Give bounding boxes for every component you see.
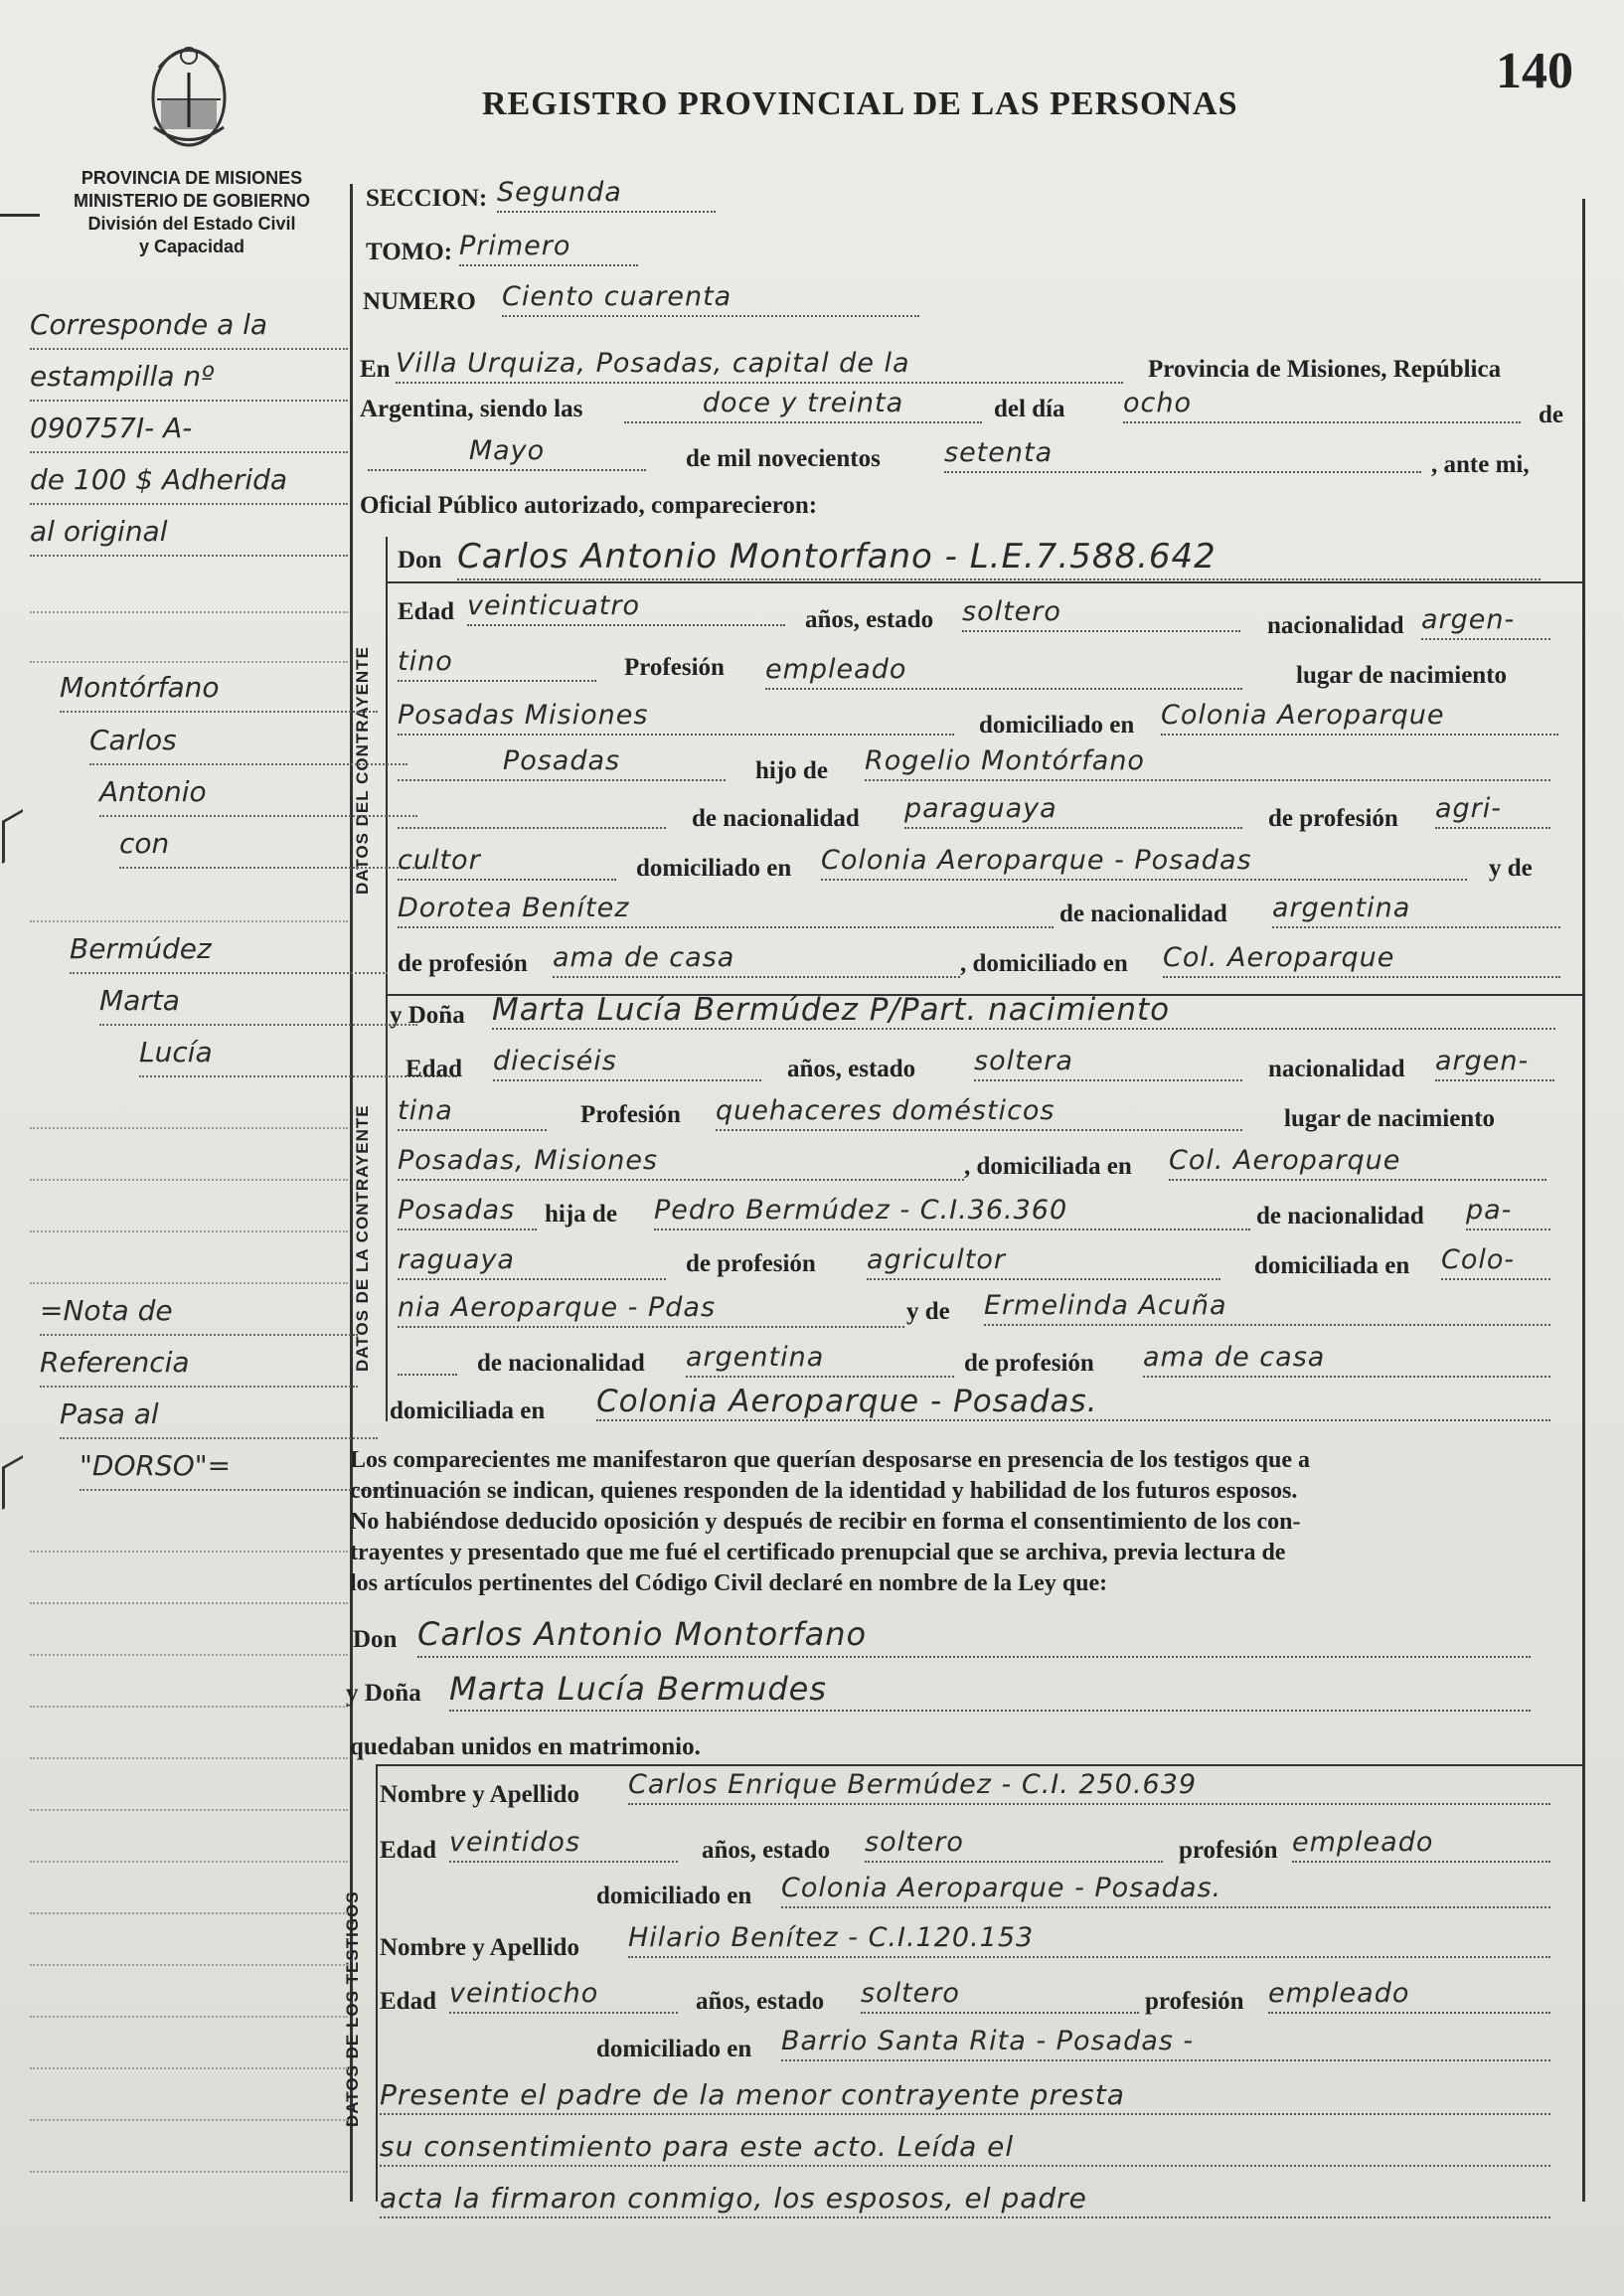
- madre-nac-value-2: argentina: [686, 1344, 954, 1378]
- margin-note: Referencia: [40, 1346, 358, 1388]
- argentina-text: Argentina, siendo las: [360, 396, 583, 422]
- madre-prof-label-2: de profesión: [964, 1350, 1094, 1377]
- section-label-contrayente: DATOS DEL CONTRAYENTE: [353, 646, 372, 895]
- y-de-label: y de: [1489, 855, 1533, 882]
- don-label: Don: [398, 547, 442, 574]
- madre-dom-label: , domiciliado en: [960, 950, 1128, 977]
- testigo-1-estado: soltero: [865, 1829, 1163, 1863]
- domicilio-value: Colonia Aeroparque: [1161, 702, 1558, 736]
- profesion-value-2: quehaceres domésticos: [716, 1097, 1242, 1131]
- hijo-label: hijo de: [755, 757, 828, 784]
- testigos-note-line-1: Presente el padre de la menor contrayente presta: [380, 2081, 1550, 2115]
- hora-value: doce y treinta: [624, 390, 982, 423]
- testigo-1-dom-label: domiciliado en: [596, 1883, 752, 1909]
- margin-note: "DORSO"=: [80, 1449, 398, 1491]
- numero-label: NUMERO: [363, 288, 476, 315]
- testigo-2-prof-label: profesión: [1145, 1988, 1244, 2015]
- margin-note: [30, 2131, 348, 2173]
- declaration-line-2: continuación se indican, quienes responden de la identidad y habilidad de los futuros esposos.: [350, 1478, 1298, 1504]
- testigo-1-prof-label: profesión: [1179, 1837, 1278, 1864]
- declaration-line-4: trayentes y presentado que me fué el certificado prenupcial que se archiva, previa lectura de: [350, 1540, 1286, 1565]
- padre-prof-value-cont: cultor: [398, 847, 616, 881]
- provincia-text: Provincia de Misiones, República: [1148, 356, 1502, 383]
- lugar-nac-value-2: Posadas, Misiones: [398, 1147, 964, 1181]
- margin-note: [30, 621, 348, 663]
- testigo-1-prof: empleado: [1292, 1829, 1550, 1863]
- margin-note: Marta: [99, 984, 417, 1026]
- madre-dom-value: Col. Aeroparque: [1163, 944, 1560, 978]
- divider-1: [386, 581, 1582, 583]
- margin-note: [30, 1718, 348, 1759]
- nacionalidad-value-cont: tino: [398, 648, 596, 682]
- padre-prof-label: de profesión: [1268, 805, 1398, 832]
- anio-value: setenta: [944, 439, 1421, 473]
- matrimonio-text: quedaban unidos en matrimonio.: [350, 1733, 701, 1760]
- edad-label: Edad: [398, 598, 454, 625]
- del-dia-text: del día: [994, 396, 1065, 422]
- section-label-testigos: DATOS DE LOS TESTIGOS: [343, 1890, 362, 2127]
- declaration-dona-label: y Doña: [346, 1680, 421, 1707]
- margin-note: Bermúdez: [70, 932, 388, 974]
- divider-3: [376, 1764, 1582, 1766]
- testigo-1-nombre-label: Nombre y Apellido: [380, 1781, 579, 1808]
- domiciliado-label: domiciliado en: [979, 712, 1135, 738]
- margin-bracket-mark: [2, 1455, 23, 1510]
- margin-note: Corresponde a la: [30, 308, 348, 350]
- y-de-label-2: y de: [906, 1298, 950, 1325]
- ante-mi-text: , ante mi,: [1431, 451, 1530, 478]
- margin-note: [30, 1769, 348, 1811]
- seccion-label: SECCION:: [366, 185, 488, 212]
- declaration-line-3: No habiéndose deducido oposición y después de recibir en forma el consentimiento de los con-: [350, 1509, 1301, 1535]
- seccion-value: Segunda: [497, 179, 716, 213]
- testigo-2-dom: Barrio Santa Rita - Posadas -: [781, 2028, 1550, 2061]
- margin-note: [30, 1191, 348, 1232]
- madre-prof-value: ama de casa: [553, 944, 960, 978]
- profesion-label-2: Profesión: [580, 1101, 681, 1128]
- margin-note: [30, 1139, 348, 1181]
- tomo-value: Primero: [459, 233, 638, 266]
- testigo-2-estado: soltero: [861, 1980, 1139, 2014]
- dona-label: y Doña: [390, 1002, 465, 1029]
- nacionalidad-label-2: nacionalidad: [1268, 1056, 1405, 1082]
- margin-note: [30, 1976, 348, 2018]
- madre-dom-label-2: domiciliada en: [390, 1397, 546, 1424]
- padre-prof-value: agri-: [1435, 795, 1550, 829]
- estado-value-2: soltera: [974, 1048, 1242, 1081]
- margin-bracket-mark: [2, 809, 23, 864]
- margin-note: Antonio: [99, 775, 417, 817]
- edad-value-2: dieciséis: [493, 1048, 761, 1081]
- padre-nac-label-2: de nacionalidad: [1256, 1203, 1424, 1230]
- margin-note: [30, 1666, 348, 1708]
- domiciliada-label: , domiciliada en: [964, 1153, 1132, 1180]
- edad-value: veinticuatro: [467, 592, 785, 626]
- edad-label-2: Edad: [406, 1056, 462, 1082]
- declaration-don: Carlos Antonio Montorfano: [417, 1614, 1531, 1658]
- testigos-note-line-3: acta la firmaron conmigo, los esposos, el padre: [380, 2185, 1550, 2218]
- domicilio-value-2-cont: Posadas: [398, 1197, 537, 1230]
- madre-nac-label: de nacionalidad: [1059, 901, 1227, 927]
- contrayente-2-name: Marta Lucía Bermúdez P/Part. nacimiento: [492, 996, 1555, 1030]
- section-label-contrayente-2: DATOS DE LA CONTRAYENTE: [353, 1104, 372, 1372]
- right-border-line: [1582, 199, 1585, 2202]
- nacionalidad-value-2-cont: tina: [398, 1097, 547, 1131]
- padre-dom-label-2: domiciliada en: [1254, 1252, 1410, 1279]
- margin-note: Pasa al: [60, 1397, 378, 1439]
- margin-note: [30, 572, 348, 613]
- domicilio-value-cont: Posadas: [398, 747, 726, 781]
- madre-nac-value: argentina: [1272, 895, 1560, 928]
- margin-note: Lucía: [139, 1036, 457, 1077]
- anos-estado: años, estado: [805, 606, 934, 633]
- estado-value: soltero: [962, 598, 1240, 632]
- padre-nac-value: paraguaya: [904, 795, 1242, 829]
- margin-note: estampilla nº: [30, 360, 348, 402]
- padre-nac-label: de nacionalidad: [692, 805, 860, 832]
- padre-dom-value-2-cont: nia Aeroparque - Pdas: [398, 1294, 904, 1328]
- issuer-block: [48, 167, 336, 258]
- blank-line: [398, 795, 666, 829]
- mes-value: Mayo: [368, 437, 646, 471]
- testigo-2-nombre: Hilario Benítez - C.I.120.153: [628, 1924, 1550, 1958]
- padre-value-2: Pedro Bermúdez - C.I.36.360: [654, 1197, 1250, 1230]
- de-text: de: [1539, 402, 1563, 428]
- declaration-line-5: los artículos pertinentes del Código Civil declaré en nombre de la Ley que:: [350, 1570, 1108, 1596]
- lugar-nac-value: Posadas Misiones: [398, 702, 954, 736]
- testigo-2-dom-label: domiciliado en: [596, 2036, 752, 2062]
- testigo-2-estado-label: años, estado: [696, 1988, 825, 2015]
- declaration-line-1: Los comparecientes me manifestaron que querían desposarse en presencia de los testigos que a: [350, 1447, 1310, 1473]
- margin-note: al original: [30, 515, 348, 557]
- dia-value: ocho: [1123, 390, 1521, 423]
- nacionalidad-label: nacionalidad: [1267, 612, 1404, 639]
- lugar-value: Villa Urquiza, Posadas, capital de la: [396, 350, 1123, 384]
- madre-value: Dorotea Benítez: [398, 895, 1054, 928]
- margin-dash-mark: [0, 214, 40, 217]
- testigo-2-nombre-label: Nombre y Apellido: [380, 1934, 579, 1961]
- testigo-1-edad: veintidos: [449, 1829, 678, 1863]
- testigo-2-edad-label: Edad: [380, 1988, 436, 2015]
- contrayente-bracket: [386, 537, 388, 999]
- margin-note: de 100 $ Adherida: [30, 463, 348, 505]
- contrayente-name: Carlos Antonio Montorfano - L.E.7.588.642: [457, 537, 1541, 580]
- hija-label: hija de: [545, 1201, 617, 1228]
- madre-prof-label: de profesión: [398, 950, 528, 977]
- margin-note: 090757I- A-: [30, 411, 348, 453]
- margin-note: =Nota de: [40, 1294, 358, 1336]
- testigo-1-dom: Colonia Aeroparque - Posadas.: [781, 1875, 1550, 1908]
- padre-nac-value-2: pa-: [1466, 1197, 1550, 1230]
- lugar-nac-label-2: lugar de nacimiento: [1284, 1105, 1496, 1132]
- nacionalidad-value-2: argen-: [1435, 1048, 1554, 1081]
- margin-note: Carlos: [89, 724, 407, 765]
- madre-value-2: Ermelinda Acuña: [984, 1292, 1550, 1326]
- issuer-division: División del Estado Civil: [87, 214, 296, 234]
- testigos-bracket: [376, 1764, 378, 2202]
- margin-note: con: [119, 827, 437, 869]
- margin-note: [30, 1614, 348, 1656]
- tomo-label: TOMO:: [366, 239, 453, 265]
- coat-of-arms-seal: [139, 28, 239, 152]
- issuer-division-2: y Capacidad: [138, 237, 245, 256]
- margin-note: [30, 2028, 348, 2069]
- margin-note: [30, 1242, 348, 1284]
- margin-note: [30, 881, 348, 922]
- margin-note: [30, 1924, 348, 1966]
- testigo-1-edad-label: Edad: [380, 1837, 436, 1864]
- margin-note: [30, 1087, 348, 1129]
- lugar-nac-label: lugar de nacimiento: [1296, 662, 1508, 689]
- issuer-province: PROVINCIA DE MISIONES: [81, 168, 303, 188]
- margin-note: [30, 1562, 348, 1604]
- numero-value: Ciento cuarenta: [502, 283, 919, 317]
- nacionalidad-value: argen-: [1421, 606, 1550, 640]
- page-number: 140: [1496, 43, 1573, 99]
- anos-estado-2: años, estado: [787, 1056, 916, 1082]
- en-label: En: [360, 356, 391, 383]
- padre-prof-label-2: de profesión: [686, 1250, 816, 1277]
- margin-note: [30, 1511, 348, 1553]
- padre-nac-value-2-cont: raguaya: [398, 1246, 666, 1280]
- blank-line: [398, 1342, 457, 1376]
- padre-prof-value-2: agricultor: [867, 1246, 1220, 1280]
- madre-prof-value-2: ama de casa: [1143, 1344, 1550, 1378]
- padre-dom-value: Colonia Aeroparque - Posadas: [821, 847, 1467, 881]
- madre-nac-label-2: de nacionalidad: [477, 1350, 645, 1377]
- padre-dom-label: domiciliado en: [636, 855, 792, 882]
- madre-dom-value-2: Colonia Aeroparque - Posadas.: [596, 1388, 1550, 1421]
- testigo-1-nombre: Carlos Enrique Bermúdez - C.I. 250.639: [628, 1771, 1550, 1805]
- testigos-note-line-2: su consentimiento para este acto. Leída el: [380, 2133, 1550, 2167]
- oficial-text: Oficial Público autorizado, comparecieron:: [360, 492, 818, 519]
- margin-note: [30, 1821, 348, 1863]
- testigo-2-edad: veintiocho: [449, 1980, 678, 2014]
- declaration-dona: Marta Lucía Bermudes: [449, 1670, 1531, 1712]
- profesion-value: empleado: [765, 656, 1242, 690]
- domicilio-value-2: Col. Aeroparque: [1169, 1147, 1546, 1181]
- profesion-label: Profesión: [624, 654, 725, 681]
- testigo-2-prof: empleado: [1268, 1980, 1550, 2014]
- padre-value: Rogelio Montórfano: [865, 747, 1550, 781]
- issuer-ministry: MINISTERIO DE GOBIERNO: [73, 191, 311, 211]
- margin-note: Montórfano: [60, 671, 378, 713]
- padre-dom-value-2: Colo-: [1441, 1246, 1550, 1280]
- document-title: REGISTRO PROVINCIAL DE LAS PERSONAS: [482, 85, 1238, 122]
- de-mil-text: de mil novecientos: [686, 445, 881, 472]
- margin-note: [30, 2079, 348, 2121]
- testigo-1-estado-label: años, estado: [702, 1837, 831, 1864]
- declaration-don-label: Don: [353, 1626, 398, 1653]
- margin-note: [30, 1873, 348, 1914]
